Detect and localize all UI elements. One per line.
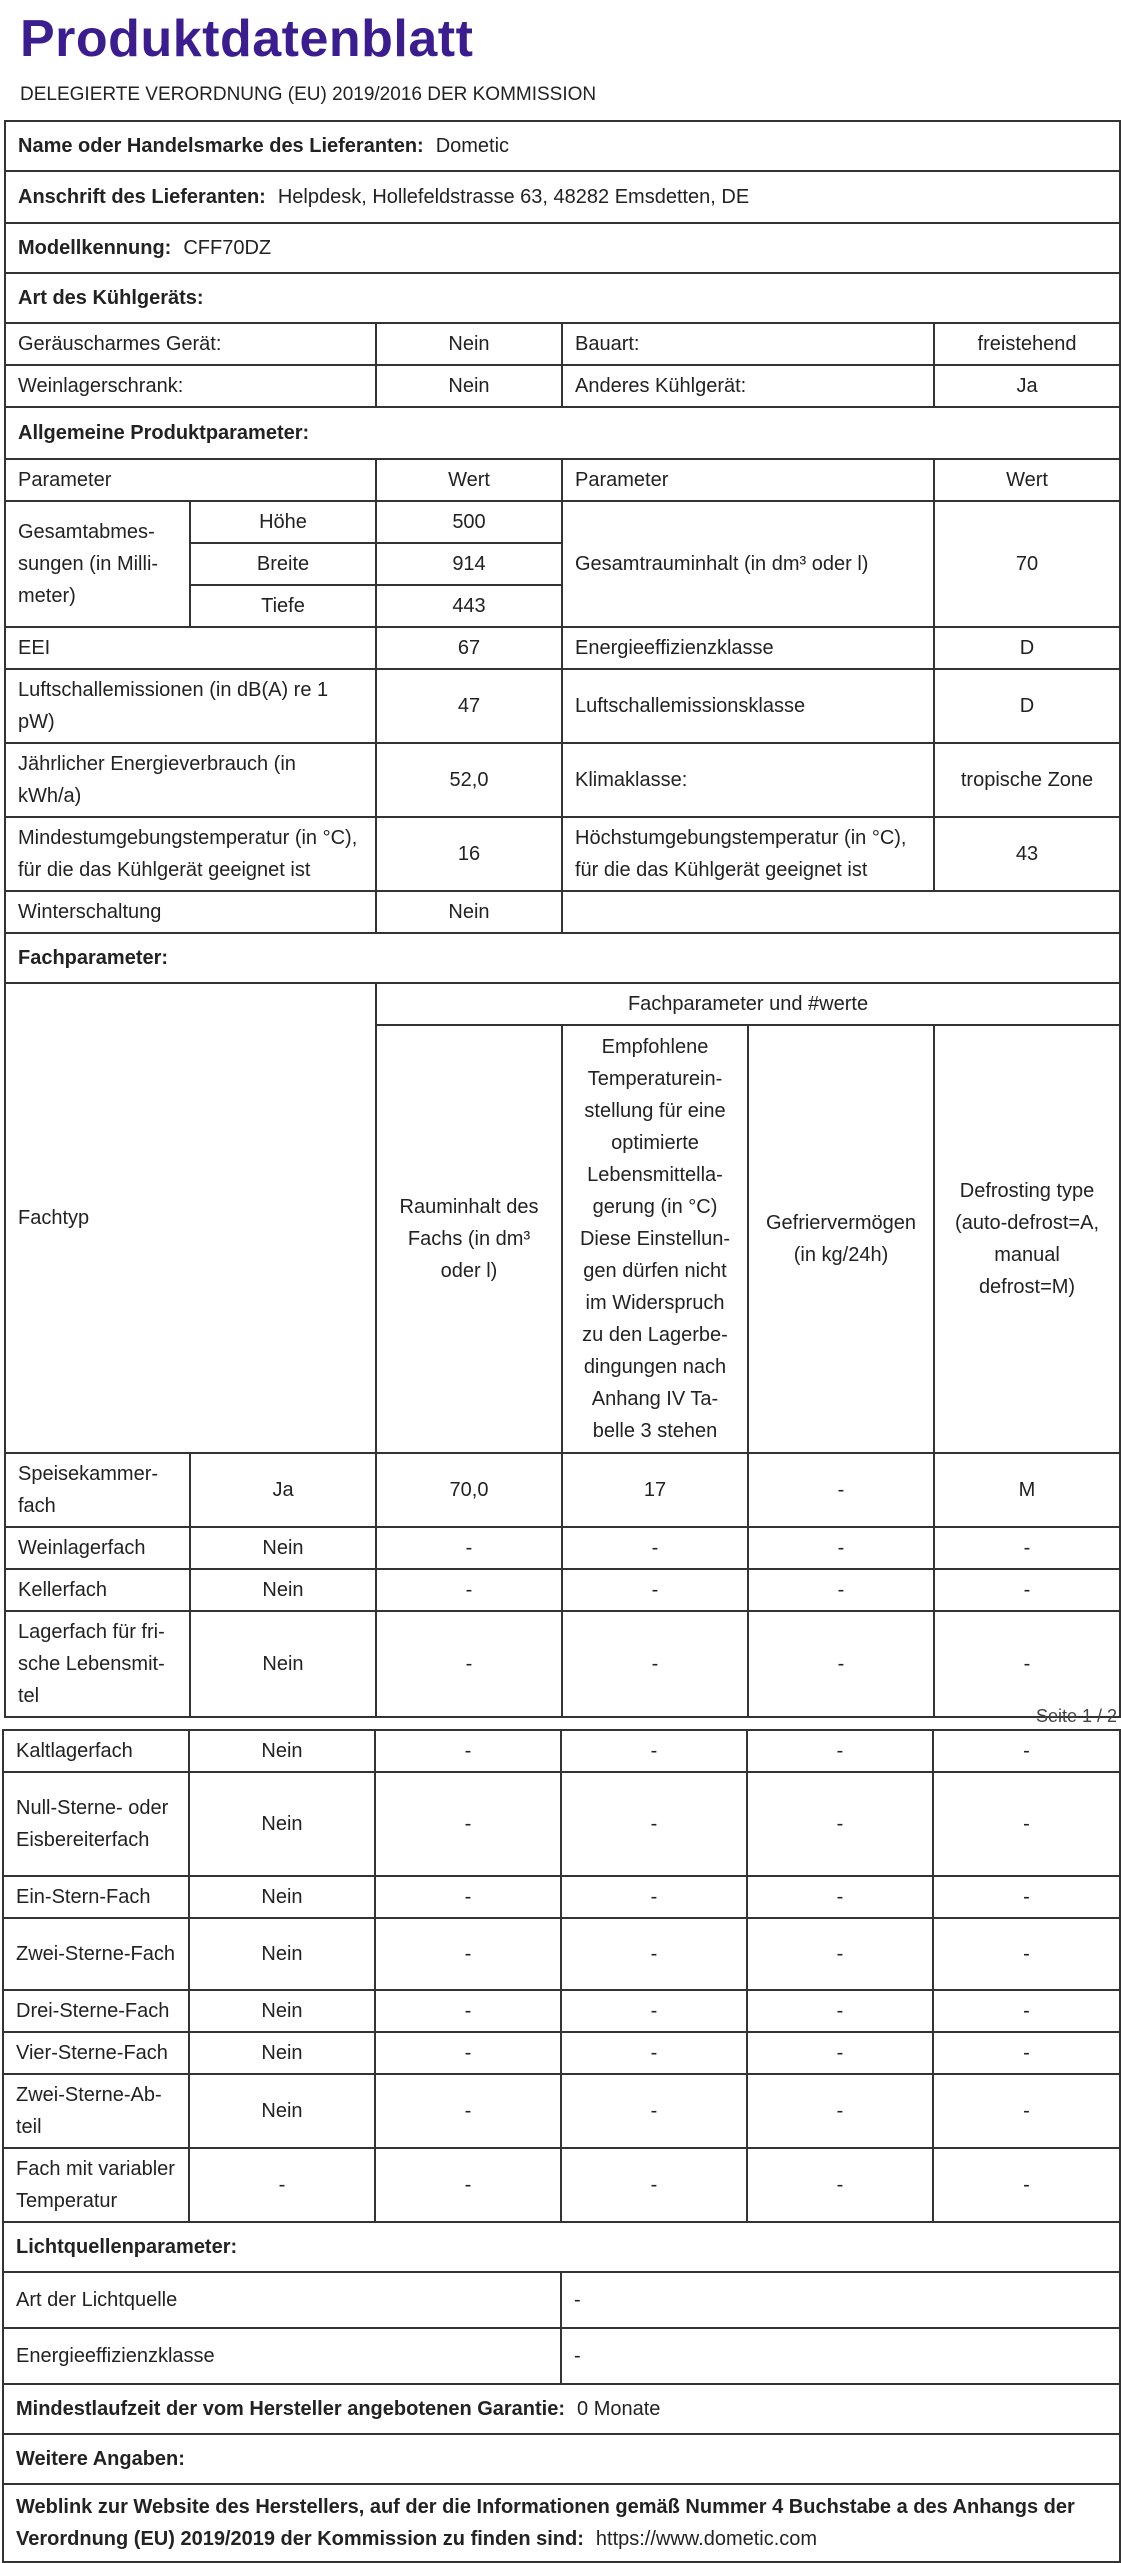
- compartment-defrost: -: [933, 2074, 1120, 2148]
- compartment-volume: -: [375, 2032, 561, 2074]
- table-row: [3, 1876, 1120, 1918]
- value-header-left: Wert: [376, 459, 562, 501]
- light-energy-class-value: -: [561, 2328, 1120, 2384]
- compartment-temp: -: [561, 1772, 747, 1876]
- param-header-right: Parameter: [562, 459, 934, 501]
- weblink-url[interactable]: https://www.dometic.com: [595, 2528, 818, 2550]
- compartment-defrost: -: [933, 2032, 1120, 2074]
- light-energy-class-label: Energieeffizienzklasse: [3, 2328, 561, 2384]
- compartment-freeze: -: [747, 1876, 933, 1918]
- total-volume-value: 70: [934, 501, 1120, 627]
- section-compartment-parameters: Fachparameter:: [5, 933, 1120, 983]
- compartment-freeze: -: [747, 2032, 933, 2074]
- param-header-left: Parameter: [5, 459, 376, 501]
- compartment-volume: -: [375, 1990, 561, 2032]
- temp-setting-header: Empfohlene Temperatureinstellung für eine optimierte Lebensmittellagerung (in °C) Diese Einstellungen dürfen nicht im Widerspruch zu den Lagerbedingungen nach Anhang IV Tabelle 3 stehen: [562, 1025, 748, 1453]
- climate-class-label: Klimaklasse:: [562, 743, 934, 817]
- compartment-present: Nein: [189, 2074, 375, 2148]
- volume-header: Rauminhalt des Fachs (in dm³ oder l): [376, 1025, 562, 1453]
- compartment-group-header: Fachparameter und #werte: [376, 983, 1120, 1025]
- supplier-row: [5, 121, 1120, 171]
- compartment-present: Nein: [190, 1527, 376, 1569]
- compartment-freeze: -: [747, 2148, 933, 2222]
- compartment-temp: -: [562, 1569, 748, 1611]
- compartment-temp: -: [562, 1527, 748, 1569]
- wine-cabinet-value: Nein: [376, 365, 562, 407]
- compartment-volume: -: [375, 2148, 561, 2222]
- compartment-temp: -: [561, 1990, 747, 2032]
- warranty-label: Mindestlaufzeit der vom Hersteller angebotenen Garantie:: [16, 2398, 566, 2420]
- address-value: Helpdesk, Hollefeldstrasse 63, 48282 Emsdetten, DE: [277, 186, 750, 208]
- table-row: [5, 1569, 1120, 1611]
- compartment-name: Zwei-Sterne-Fach: [3, 1918, 189, 1990]
- compartment-name: Kaltlagerfach: [3, 1730, 189, 1772]
- noise-class-value: D: [934, 669, 1120, 743]
- table-row: [5, 1611, 1120, 1717]
- compartment-name: Null-Sterne- oder Eisbereiterfach: [3, 1772, 189, 1876]
- winter-switch-label: Winterschaltung: [5, 891, 376, 933]
- compartment-temp: -: [562, 1611, 748, 1717]
- table-row: [3, 1772, 1120, 1876]
- compartment-freeze: -: [747, 1730, 933, 1772]
- low-noise-value: Nein: [376, 323, 562, 365]
- compartment-present: Nein: [189, 1876, 375, 1918]
- annual-energy-label: Jährlicher Energieverbrauch (in kWh/a): [5, 743, 376, 817]
- compartment-present: Nein: [189, 2032, 375, 2074]
- warranty-row: [3, 2384, 1120, 2434]
- light-source-type-value: -: [561, 2272, 1120, 2328]
- compartment-volume: 70,0: [376, 1453, 562, 1527]
- freezing-capacity-header: Gefriervermögen (in kg/24h): [748, 1025, 934, 1453]
- compartment-name: Fach mit variabler Temperatur: [3, 2148, 189, 2222]
- datasheet-table-page-1: [4, 120, 1121, 1718]
- max-temp-label: Höchstumgebungstemperatur (in °C), für die das Kühlgerät geeignet ist: [562, 817, 934, 891]
- compartment-defrost: -: [933, 1990, 1120, 2032]
- section-light-source: Lichtquellenparameter:: [3, 2222, 1120, 2272]
- compartment-freeze: -: [747, 2074, 933, 2148]
- eei-label: EEI: [5, 627, 376, 669]
- weblink-label: Weblink zur Website des Herstellers, auf der die Informationen gemäß Nummer 4 Buchstabe a des Anhangs der Verordnung (EU) 2019/2019 der Kommission zu finden sind:: [16, 2496, 1075, 2550]
- compartment-defrost: -: [933, 1876, 1120, 1918]
- compartment-name: Ein-Stern-Fach: [3, 1876, 189, 1918]
- compartment-temp: -: [561, 2032, 747, 2074]
- compartment-type-header: Fachtyp: [5, 983, 376, 1453]
- energy-class-label: Energieeffizienzklasse: [562, 627, 934, 669]
- datasheet-page-1: [4, 0, 1119, 1718]
- light-source-type-label: Art der Lichtquelle: [3, 2272, 561, 2328]
- page-title: Produktdatenblatt: [20, 10, 474, 68]
- height-label: Höhe: [190, 501, 376, 543]
- compartment-freeze: -: [748, 1453, 934, 1527]
- empty-cell: [562, 891, 1120, 933]
- design-type-value: freistehend: [934, 323, 1120, 365]
- design-type-label: Bauart:: [562, 323, 934, 365]
- page-number: Seite 1 / 2: [1035, 1706, 1117, 1726]
- table-row: [5, 1527, 1120, 1569]
- datasheet-table-page-2: [2, 1729, 1121, 2563]
- compartment-volume: -: [375, 1772, 561, 1876]
- model-row: [5, 223, 1120, 273]
- table-row: [3, 2032, 1120, 2074]
- eei-value: 67: [376, 627, 562, 669]
- table-row: [3, 1990, 1120, 2032]
- compartment-defrost: -: [933, 1918, 1120, 1990]
- depth-value: 443: [376, 585, 562, 627]
- compartment-freeze: -: [747, 1772, 933, 1876]
- wine-cabinet-label: Weinlagerschrank:: [5, 365, 376, 407]
- compartment-volume: -: [375, 1918, 561, 1990]
- compartment-volume: -: [376, 1611, 562, 1717]
- table-row: [3, 2148, 1120, 2222]
- model-label: Modellkennung:: [18, 237, 172, 259]
- compartment-volume: -: [376, 1569, 562, 1611]
- compartment-name: Lagerfach für frische Lebensmittel: [5, 1611, 190, 1717]
- compartment-name: Weinlagerfach: [5, 1527, 190, 1569]
- compartment-name: Kellerfach: [5, 1569, 190, 1611]
- compartment-defrost: -: [933, 1772, 1120, 1876]
- compartment-present: Nein: [189, 1918, 375, 1990]
- regulation-subtitle: DELEGIERTE VERORDNUNG (EU) 2019/2016 DER KOMMISSION: [20, 84, 597, 105]
- compartment-freeze: -: [748, 1611, 934, 1717]
- compartment-freeze: -: [748, 1527, 934, 1569]
- compartment-defrost: -: [934, 1611, 1120, 1717]
- model-value: CFF70DZ: [183, 237, 272, 259]
- section-general-parameters: Allgemeine Produktparameter:: [5, 407, 1120, 459]
- compartment-volume: -: [376, 1527, 562, 1569]
- supplier-label: Name oder Handelsmarke des Lieferanten:: [18, 135, 424, 157]
- min-temp-label: Mindestumgebungstemperatur (in °C), für die das Kühlgerät geeignet ist: [5, 817, 376, 891]
- table-row: [5, 1453, 1120, 1527]
- compartment-present: Nein: [189, 1990, 375, 2032]
- address-label: Anschrift des Lieferanten:: [18, 186, 266, 208]
- compartment-name: Zwei-Sterne-Abteil: [3, 2074, 189, 2148]
- section-further-info: Weitere Angaben:: [3, 2434, 1120, 2484]
- compartment-volume: -: [375, 2074, 561, 2148]
- min-temp-value: 16: [376, 817, 562, 891]
- other-appliance-value: Ja: [934, 365, 1120, 407]
- compartment-defrost: -: [933, 1730, 1120, 1772]
- compartment-defrost: M: [934, 1453, 1120, 1527]
- table-row: [3, 1730, 1120, 1772]
- compartment-temp: -: [561, 1730, 747, 1772]
- other-appliance-label: Anderes Kühlgerät:: [562, 365, 934, 407]
- defrost-type-header: Defrosting type (auto-defrost=A, manual defrost=M): [934, 1025, 1120, 1453]
- compartment-name: Speisekammerfach: [5, 1453, 190, 1527]
- compartment-name: Vier-Sterne-Fach: [3, 2032, 189, 2074]
- max-temp-value: 43: [934, 817, 1120, 891]
- compartment-present: Nein: [189, 1772, 375, 1876]
- noise-emission-label: Luftschallemissionen (in dB(A) re 1 pW): [5, 669, 376, 743]
- depth-label: Tiefe: [190, 585, 376, 627]
- compartment-temp: -: [561, 2148, 747, 2222]
- warranty-value: 0 Monate: [577, 2398, 661, 2420]
- supplier-value: Dometic: [435, 135, 510, 157]
- compartment-temp: -: [561, 2074, 747, 2148]
- weblink-row: [3, 2484, 1120, 2562]
- compartment-present: Nein: [189, 1730, 375, 1772]
- compartment-temp: -: [561, 1918, 747, 1990]
- compartment-temp: -: [561, 1876, 747, 1918]
- section-appliance-type: Art des Kühlgeräts:: [5, 273, 1120, 323]
- climate-class-value: tropische Zone: [934, 743, 1120, 817]
- table-row: [3, 1918, 1120, 1990]
- low-noise-label: Geräuscharmes Gerät:: [5, 323, 376, 365]
- compartment-present: Nein: [190, 1569, 376, 1611]
- compartment-defrost: -: [933, 2148, 1120, 2222]
- dimensions-label: Gesamtabmessungen (in Millimeter): [5, 501, 190, 627]
- annual-energy-value: 52,0: [376, 743, 562, 817]
- width-label: Breite: [190, 543, 376, 585]
- energy-class-value: D: [934, 627, 1120, 669]
- compartment-present: Nein: [190, 1611, 376, 1717]
- noise-emission-value: 47: [376, 669, 562, 743]
- compartment-volume: -: [375, 1876, 561, 1918]
- noise-class-label: Luftschallemissionsklasse: [562, 669, 934, 743]
- value-header-right: Wert: [934, 459, 1120, 501]
- compartment-temp: 17: [562, 1453, 748, 1527]
- winter-switch-value: Nein: [376, 891, 562, 933]
- compartment-freeze: -: [747, 1918, 933, 1990]
- compartment-name: Drei-Sterne-Fach: [3, 1990, 189, 2032]
- total-volume-label: Gesamtrauminhalt (in dm³ oder l): [562, 501, 934, 627]
- compartment-freeze: -: [747, 1990, 933, 2032]
- height-value: 500: [376, 501, 562, 543]
- compartment-defrost: -: [934, 1569, 1120, 1611]
- compartment-present: Ja: [190, 1453, 376, 1527]
- table-row: [3, 2074, 1120, 2148]
- address-row: [5, 171, 1120, 223]
- compartment-freeze: -: [748, 1569, 934, 1611]
- compartment-volume: -: [375, 1730, 561, 1772]
- compartment-defrost: -: [934, 1527, 1120, 1569]
- datasheet-page-2: [2, 1729, 1119, 2563]
- compartment-present: -: [189, 2148, 375, 2222]
- width-value: 914: [376, 543, 562, 585]
